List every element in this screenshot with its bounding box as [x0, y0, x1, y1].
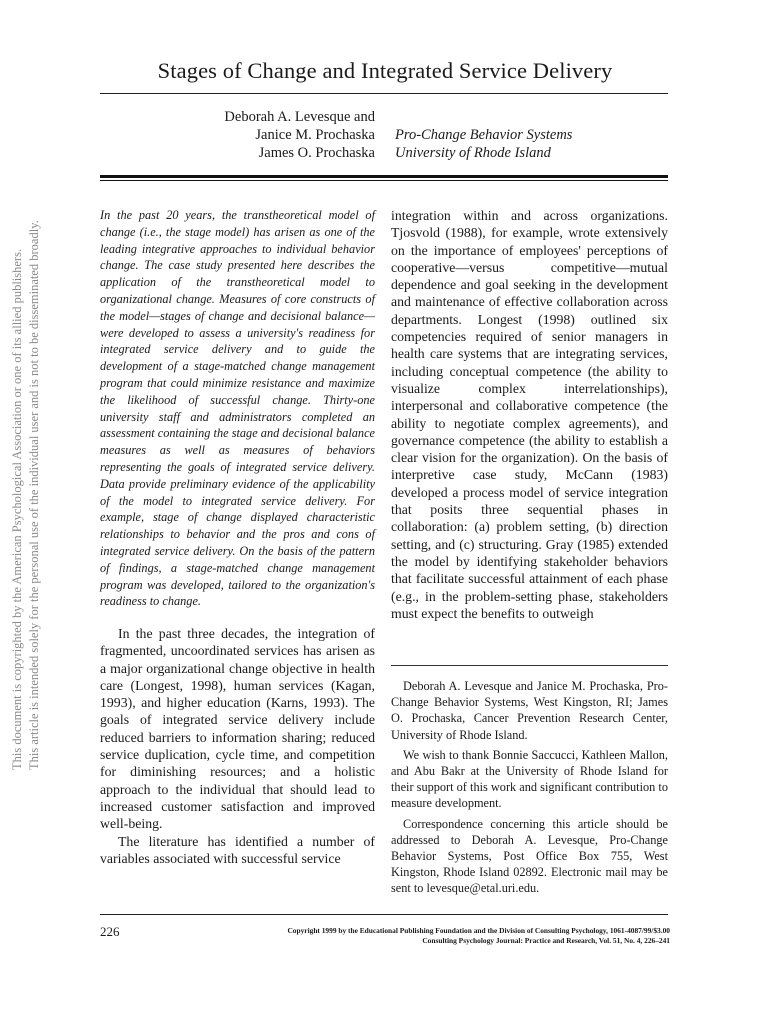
- intro-paragraph-1: In the past three decades, the integration of fragmented, uncoordinated services has arisen as a major organizational change objective in health care (Longest, 1998), human services (Kagan, 1993), and higher education (Karns, 1993). The goals of integrated service delivery include reduced barriers to information sharing; reduced service duplication, cycle time, and competition for diminishing resources; and a holistic approach to the individual that should lead to increased customer satisfaction and improved well-being.: [100, 626, 375, 832]
- title-rule: [100, 93, 668, 94]
- affiliation-list: [395, 126, 675, 162]
- footnote-rule: [391, 665, 668, 666]
- watermark-line-1: This document is copyrighted by the American Psychological Association or one of its allied publishers.: [10, 248, 24, 770]
- copyright-notice: [160, 926, 670, 946]
- copyright-line-2: Consulting Psychology Journal: Practice and Research, Vol. 51, No. 4, 226–241: [422, 936, 670, 945]
- copyright-line-1: Copyright 1999 by the Educational Publishing Foundation and the Division of Consulting Psychology, 1061-4087/99/$3.00: [287, 926, 670, 935]
- body-paragraph-continued: integration within and across organizations. Tjosvold (1988), for example, wrote extensively on the importance of employees' perceptions of cooperative—versus competitive—mutual dependence and goal seeking in the development and maintenance of effective collaboration across departments. Longest (1998) outlined six competencies required of senior managers in health care systems that are integrating services, including conceptual competence (the ability to visualize complex interrelationships), interpersonal and collaborative competence (the ability to negotiate complex agreements), and governance competence (the ability to establish a clear vision for the organization). On the basis of interpretive case study, McCann (1983) developed a process model of service integration that posits three sequential phases in collaboration: (a) problem setting, (b) direction setting, and (c) structuring. Gray (1985) extended the model by identifying stakeholder behaviors that facilitate successful attainment of each phase (e.g., in the problem-setting phase, stakeholders must expect the benefits to outweigh: [391, 208, 668, 621]
- footnote-acknowledgments: We wish to thank Bonnie Saccucci, Kathleen Mallon, and Abu Bakr at the University of Rhode Island for their support of this work and significant contribution to measure development.: [391, 747, 668, 811]
- author-3: James O. Prochaska: [258, 145, 375, 161]
- article-title: Stages of Change and Integrated Service Delivery: [157, 58, 613, 83]
- left-column-body: [100, 625, 375, 867]
- author-list: [150, 108, 375, 162]
- footer-rule: [100, 914, 668, 915]
- footnote-correspondence: Correspondence concerning this article should be addressed to Deborah A. Levesque, Pro-Change Behavior Systems, Post Office Box 755, West Kingston, Rhode Island 02892. Electronic mail may be sent to levesque@etal.uri.edu.: [391, 816, 668, 896]
- abstract: In the past 20 years, the transtheoretical model of change (i.e., the stage model) has arisen as one of the leading integrative approaches to individual behavior change. The case study presented here describes the application of the transtheoretical model to organizational change. Measures of core constructs of the model—stages of change and decisional balance—were developed to assess a university's readiness for integrated service delivery and to guide the development of a stage-matched change management program that could minimize resistance and maximize the likelihood of successful change. Thirty-one university staff and administrators completed an assessment containing the stage and decisional balance measures as well as measures of behaviors representing the goals of integrated service delivery. Data provide preliminary evidence of the applicability of the model to integrated service delivery. For example, stage of change displayed characteristic relationships to behavior and the pros and cons of integrated service delivery. On the basis of the pattern of findings, a stage-matched change management program was developed, tailored to the organization's readiness to change.: [100, 208, 375, 609]
- author-2: Janice M. Prochaska: [255, 127, 375, 143]
- author-footnotes: [391, 678, 668, 901]
- right-column-body: [391, 207, 668, 622]
- header-rule-thin: [100, 180, 668, 181]
- page-number: 226: [100, 924, 120, 939]
- footnote-affiliations: Deborah A. Levesque and Janice M. Prochaska, Pro-Change Behavior Systems, West Kingston, RI; James O. Prochaska, Cancer Prevention Research Center, University of Rhode Island.: [391, 679, 668, 742]
- header-rule-thick: [100, 175, 668, 178]
- copyright-watermark: [0, 220, 50, 780]
- author-1: Deborah A. Levesque and: [224, 109, 375, 125]
- affiliation-2: University of Rhode Island: [395, 145, 551, 161]
- left-column-abstract: [100, 207, 375, 610]
- watermark-line-2: This article is intended solely for the personal use of the individual user and is not to be disseminated broadly.: [27, 220, 41, 770]
- affiliation-1: Pro-Change Behavior Systems: [395, 127, 573, 143]
- intro-paragraph-2: The literature has identified a number of variables associated with successful service: [100, 833, 375, 866]
